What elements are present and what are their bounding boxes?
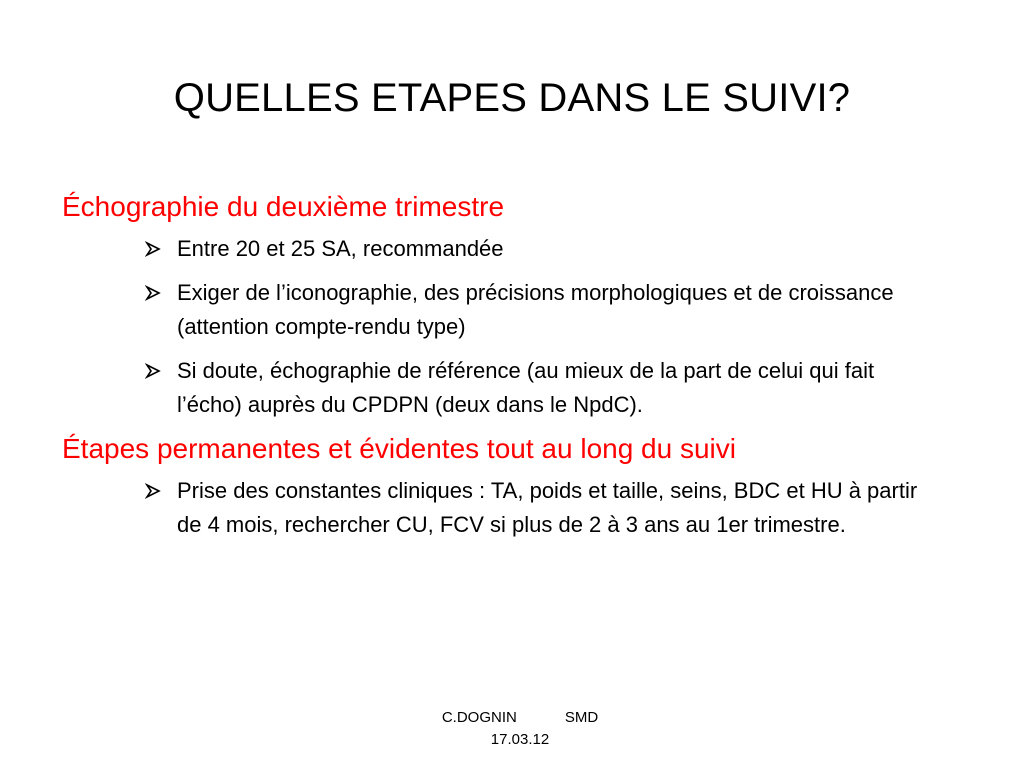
- bullet-item: [145, 354, 937, 422]
- footer-author: C.DOGNIN: [441, 709, 517, 726]
- bullet-text: Entre 20 et 25 SA, recommandée: [177, 236, 504, 261]
- section-heading: Étapes permanentes et évidentes tout au long du suivi: [62, 433, 736, 464]
- bullet-list: [62, 474, 972, 542]
- bullet-item: [145, 474, 937, 542]
- bullet-item: [145, 232, 937, 266]
- arrow-bullet-icon: [145, 241, 161, 257]
- bullet-text: Prise des constantes cliniques : TA, poids et taille, seins, BDC et HU à partir de 4 mois, rechercher CU, FCV si plus de 2 à 3 ans au 1er trimestre.: [177, 478, 918, 537]
- bullet-text: Si doute, échographie de référence (au mieux de la part de celui qui fait l’écho) auprès du CPDPN (deux dans le NpdC).: [177, 358, 875, 417]
- bullet-item: [145, 276, 937, 344]
- slide-footer: [400, 707, 640, 751]
- arrow-bullet-icon: [145, 483, 161, 499]
- footer-org: SMD: [564, 709, 599, 726]
- bullet-text: Exiger de l’iconographie, des précisions morphologiques et de croissance (attention compte-rendu type): [177, 280, 894, 339]
- slide-title: QUELLES ETAPES DANS LE SUIVI?: [173, 76, 851, 120]
- section-heading: Échographie du deuxième trimestre: [62, 191, 505, 222]
- bullet-list: [62, 232, 972, 422]
- footer-date: 17.03.12: [490, 731, 550, 748]
- arrow-bullet-icon: [145, 285, 161, 301]
- arrow-bullet-icon: [145, 363, 161, 379]
- slide-body: [62, 190, 972, 552]
